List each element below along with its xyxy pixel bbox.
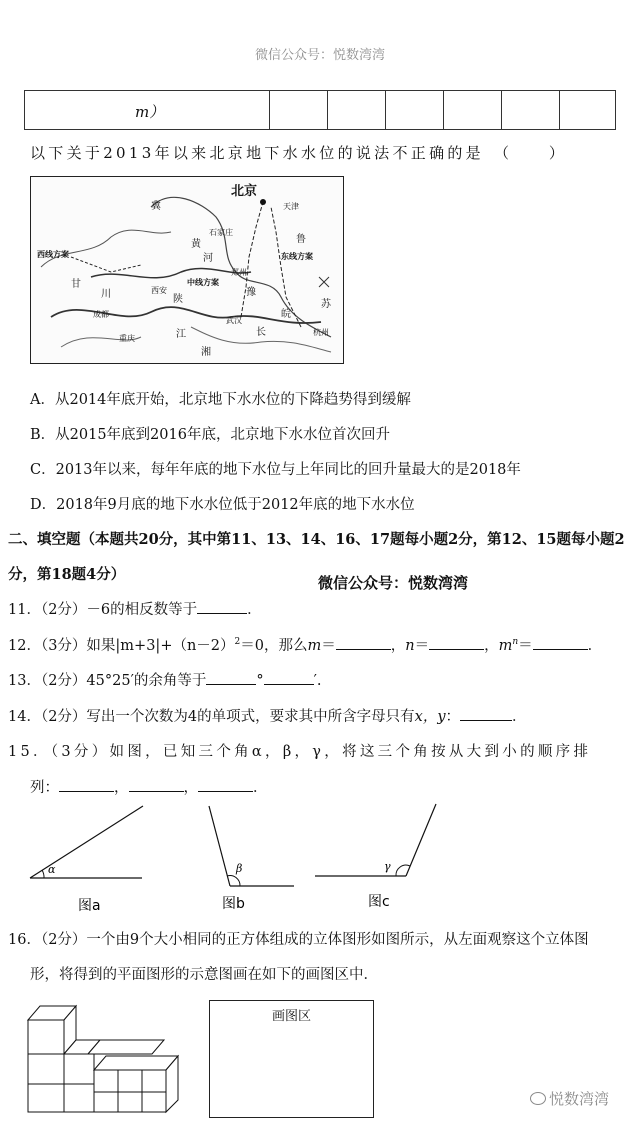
map-label-chengdu: 成都 <box>93 310 109 319</box>
map-label-xian: 西安 <box>151 286 167 295</box>
angle-a-side <box>30 806 143 878</box>
cube-front-face <box>28 1020 64 1054</box>
figure-b <box>209 806 294 912</box>
beta-label: β <box>236 862 243 875</box>
figure-a <box>30 806 143 914</box>
option-c: C．2013年以来，每年年底的地下水位与上年同比的回升量最大的是2018年 <box>30 462 521 478</box>
punct: ． <box>247 602 262 618</box>
answer-blank <box>533 635 588 650</box>
angle-a-arc <box>42 870 44 878</box>
map-label-chuan: 川 <box>101 289 111 300</box>
answer-blank <box>197 599 247 614</box>
cube-top-face <box>94 1056 178 1070</box>
punct: ． <box>253 780 268 796</box>
yellow-river <box>91 268 251 277</box>
cube-front-face <box>118 1070 142 1092</box>
map-label-west-route: 西线方案 <box>37 250 69 259</box>
equals: ＝ <box>414 638 430 654</box>
question-15-text: 列： <box>30 780 59 796</box>
table-cell <box>443 91 444 129</box>
figure-c-caption: 图c <box>368 894 390 910</box>
cube-front-face <box>64 1054 94 1084</box>
question-15-line2 <box>30 776 268 797</box>
punct: ． <box>512 709 527 725</box>
question-12-text: 12．（3分）如果|m+3|+（n－2） <box>8 638 235 654</box>
map-label-chang: 长 <box>256 327 266 338</box>
question-11 <box>8 598 262 619</box>
map-label-su: 苏 <box>321 299 331 310</box>
cube-front-face <box>142 1092 166 1112</box>
var-m: m <box>498 638 513 654</box>
comma: ， <box>183 780 198 796</box>
map-label-zhengzhou: 郑州 <box>231 268 247 277</box>
beijing-marker <box>260 199 266 205</box>
equals: ＝ <box>518 638 533 654</box>
map-label-middle-route: 中线方案 <box>187 278 219 287</box>
question-15-line1: 15．（3分）如图，已知三个角α，β，γ，将这三个角按从大到小的顺序排 <box>8 744 592 760</box>
section-2-heading: 二、填空题（本题共20分，其中第11、13、14、16、17题每小题2分，第12、15题每小题2 <box>8 531 625 548</box>
map-drawing <box>31 177 343 363</box>
question-12-text-2: ＝0，那么 <box>240 638 308 654</box>
map-label-chongqing: 重庆 <box>119 334 135 343</box>
question-13-text: 13．（2分）45°25′的余角等于 <box>8 673 207 689</box>
wechat-icon <box>530 1092 546 1105</box>
cube-top-face <box>88 1040 164 1054</box>
answer-blank <box>460 706 512 721</box>
cube-front-face <box>94 1070 118 1092</box>
map-label-east-route: 东线方案 <box>281 252 313 261</box>
table-cell <box>501 91 502 129</box>
cube-front-face <box>64 1084 94 1112</box>
answer-blank <box>59 777 114 792</box>
answer-blank <box>336 635 391 650</box>
west-route-line <box>71 257 141 272</box>
question-16-line1: 16．（2分）一个由9个大小相同的正方体组成的立体图形如图所示，从左面观察这个立体图 <box>8 932 589 948</box>
map-label-huang: 黄 <box>191 239 201 250</box>
table-cell <box>559 91 560 129</box>
option-a: A．从2014年底开始，北京地下水水位的下降趋势得到缓解 <box>30 392 411 408</box>
map-label-hangzhou: 杭州 <box>313 328 329 337</box>
watermark-bottom-right <box>530 1088 609 1109</box>
watermark-header: 微信公众号：悦数湾湾 <box>254 48 385 63</box>
equals: ＝ <box>321 638 336 654</box>
table-cell <box>269 91 270 129</box>
question-16-line2: 形，将得到的平面图形的示意图画在如下的画图区中． <box>30 967 378 983</box>
degree-sign: ° <box>256 673 264 689</box>
question-12: 12．（3分）如果$|m+3|+(n-2)^2=0$，那么m＝ ，n＝ ，$m^n=$ ． <box>8 634 602 655</box>
drawing-area[interactable] <box>209 1000 374 1118</box>
option-b: B．从2015年底到2016年底，北京地下水水位首次回升 <box>30 427 390 443</box>
var-n: n <box>405 638 415 654</box>
angle-b-side <box>209 806 230 886</box>
figure-c <box>315 804 436 910</box>
answer-paren: （ ） <box>493 144 568 162</box>
map-label-tianjin: 天津 <box>283 202 299 211</box>
cube-stack-figure <box>24 996 184 1114</box>
var-n-exponent: n <box>512 637 519 648</box>
exponent: 2 <box>234 637 241 648</box>
table-cell <box>385 91 386 129</box>
variables: x，y <box>414 709 446 725</box>
answer-blank <box>264 670 314 685</box>
watermark-text: 悦数湾湾 <box>549 1090 610 1108</box>
map-label-xiang: 湘 <box>201 347 211 358</box>
answer-blank <box>129 777 184 792</box>
map-label-lu: 鲁 <box>296 234 306 245</box>
map-label-jiang: 江 <box>176 329 186 340</box>
question-14 <box>8 705 527 726</box>
cube-front-face <box>28 1054 64 1084</box>
cube-front-face <box>118 1092 142 1112</box>
map-label-ji: 冀 <box>151 201 161 212</box>
punct: ． <box>587 638 603 654</box>
answer-blank <box>206 670 256 685</box>
section-2-heading-cont: 分，第18题4分） <box>8 566 126 583</box>
minute-sign: ′. <box>313 673 322 689</box>
cube-front-face <box>142 1070 166 1092</box>
question-13 <box>8 669 322 690</box>
province-border <box>41 230 171 267</box>
map-symbol <box>319 277 329 287</box>
table-fragment <box>24 90 616 130</box>
question-11-text: 11．（2分）－6的相反数等于 <box>8 602 198 618</box>
south-north-water-diversion-map <box>30 176 344 364</box>
map-label-yu: 豫 <box>246 287 256 298</box>
option-d: D．2018年9月底的地下水水位低于2012年底的地下水水位 <box>30 497 415 513</box>
map-label-beijing: 北京 <box>231 184 258 199</box>
answer-blank <box>198 777 253 792</box>
drawing-area-title: 画图区 <box>271 1009 311 1024</box>
figure-b-caption: 图b <box>222 896 245 912</box>
table-cell-text: m） <box>135 103 165 121</box>
cube-front-face <box>94 1092 118 1112</box>
gamma-label: γ <box>384 860 391 873</box>
table-cell <box>327 91 328 129</box>
map-label-wuhan: 武汉 <box>226 316 242 325</box>
cube-front-face <box>28 1084 64 1112</box>
comma: ， <box>114 780 129 796</box>
map-label-gan: 甘 <box>71 279 81 290</box>
map-label-shijiazhuang: 石家庄 <box>209 228 233 237</box>
var-m: m <box>307 638 322 654</box>
alpha-label: α <box>48 863 56 876</box>
colon: ： <box>445 709 461 725</box>
angle-figures <box>0 800 640 920</box>
map-label-wan: 皖 <box>281 309 291 320</box>
angle-c-side <box>406 804 436 876</box>
middle-route-line <box>241 202 263 317</box>
figure-a-caption: 图a <box>78 898 101 914</box>
watermark-middle: 微信公众号：悦数湾湾 <box>318 574 469 592</box>
answer-blank <box>429 635 484 650</box>
question-14-text: 14．（2分）写出一个次数为4的单项式，要求其中所含字母只有 <box>8 709 415 725</box>
map-label-he: 河 <box>203 253 213 264</box>
question-10-stem <box>30 142 567 163</box>
map-label-shan: 陕 <box>173 294 183 305</box>
question-10-text: 以下关于2013年以来北京地下水水位的说法不正确的是 <box>30 144 484 162</box>
